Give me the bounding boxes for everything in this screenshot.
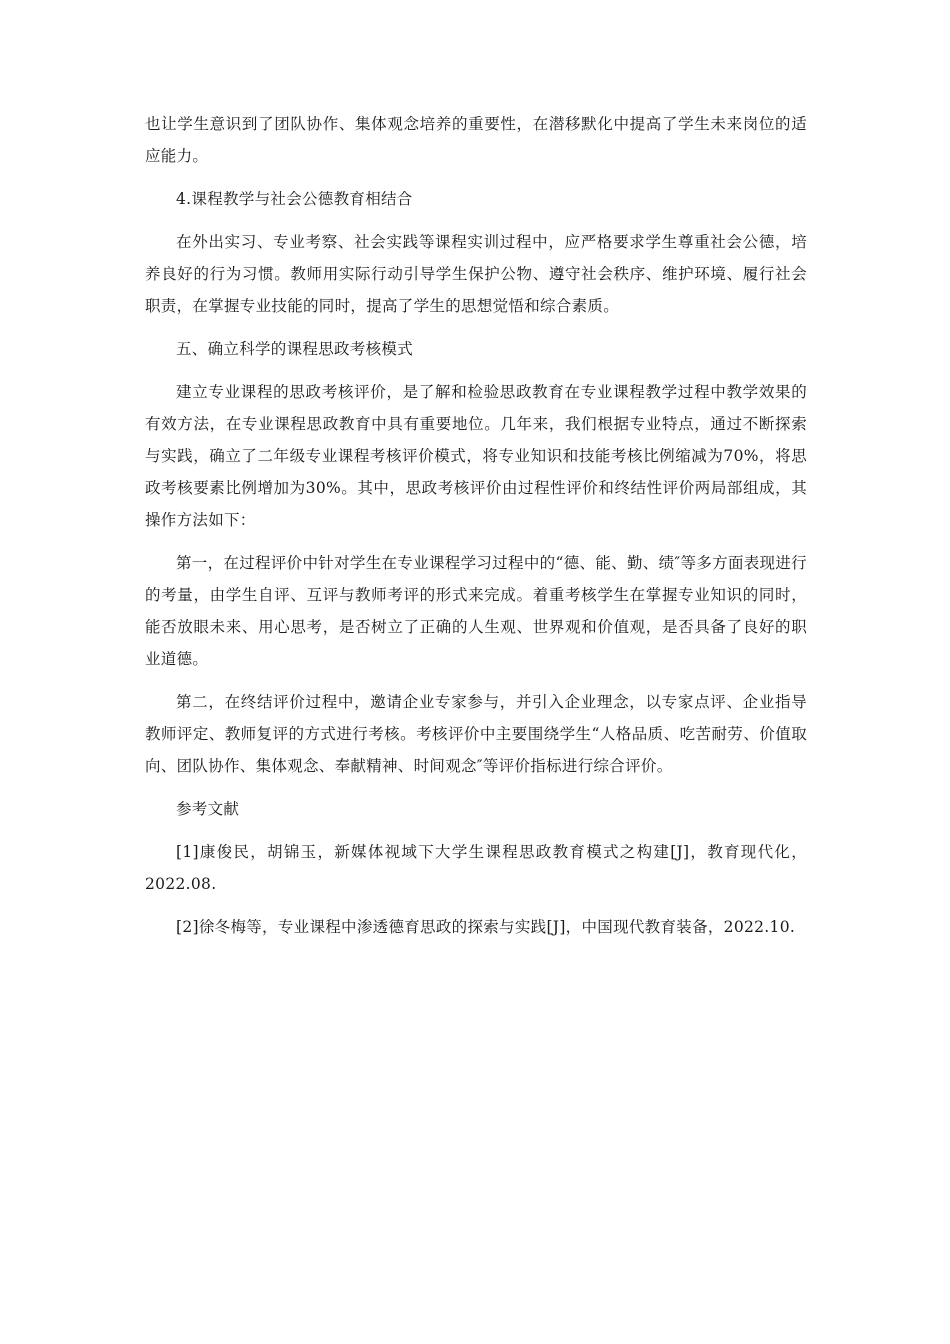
paragraph-assessment-model: 建立专业课程的思政考核评价，是了解和检验思政教育在专业课程教学过程中教学效果的有效方法，在专业课程思政教育中具有重要地位。几年来，我们根据专业特点，通过不断探索与实践，确立了二年级专业课程考核评价模式，将专业知识和技能考核比例缩减为70%，将思政考核要素比例增加为30%。其中，思政考核评价由过程性评价和终结性评价两局部组成，其操作方法如下： — [145, 383, 807, 529]
reference-1: [1]康俊民，胡锦玉，新媒体视域下大学生课程思政教育模式之构建[J]，教育现代化，2022.08. — [145, 843, 807, 893]
paragraph-continuation: 也让学生意识到了团队协作、集体观念培养的重要性，在潜移默化中提高了学生未来岗位的适应能力。 — [145, 115, 807, 165]
paragraph-public-morality: 在外出实习、专业考察、社会实践等课程实训过程中，应严格要求学生尊重社会公德，培养良好的行为习惯。教师用实际行动引导学生保护公物、遵守社会秩序、维护环境、履行社会职责，在掌握专业技能的同时，提高了学生的思想觉悟和综合素质。 — [145, 233, 807, 315]
paragraph-process-evaluation: 第一，在过程评价中针对学生在专业课程学习过程中的“德、能、勤、绩″等多方面表现进行的考量，由学生自评、互评与教师考评的形式来完成。着重考核学生在掌握专业知识的同时，能否放眼未来、用心思考，是否树立了正确的人生观、世界观和价值观，是否具备了良好的职业道德。 — [145, 554, 807, 668]
paragraph-final-evaluation: 第二，在终结评价过程中，邀请企业专家参与，并引入企业理念，以专家点评、企业指导教师评定、教师复评的方式进行考核。考核评价中主要围绕学生“人格品质、吃苦耐劳、价值取向、团队协作、集体观念、奉献精神、时间观念″等评价指标进行综合评价。 — [145, 693, 807, 775]
document-page — [145, 108, 807, 954]
reference-2: [2]徐冬梅等，专业课程中渗透德育思政的探索与实践[J]，中国现代教育装备，2022.10. — [176, 918, 796, 936]
references-title: 参考文献 — [176, 800, 240, 818]
subheading-4: 4.课程教学与社会公德教育相结合 — [176, 190, 413, 208]
section-heading-5: 五、确立科学的课程思政考核模式 — [176, 340, 414, 358]
